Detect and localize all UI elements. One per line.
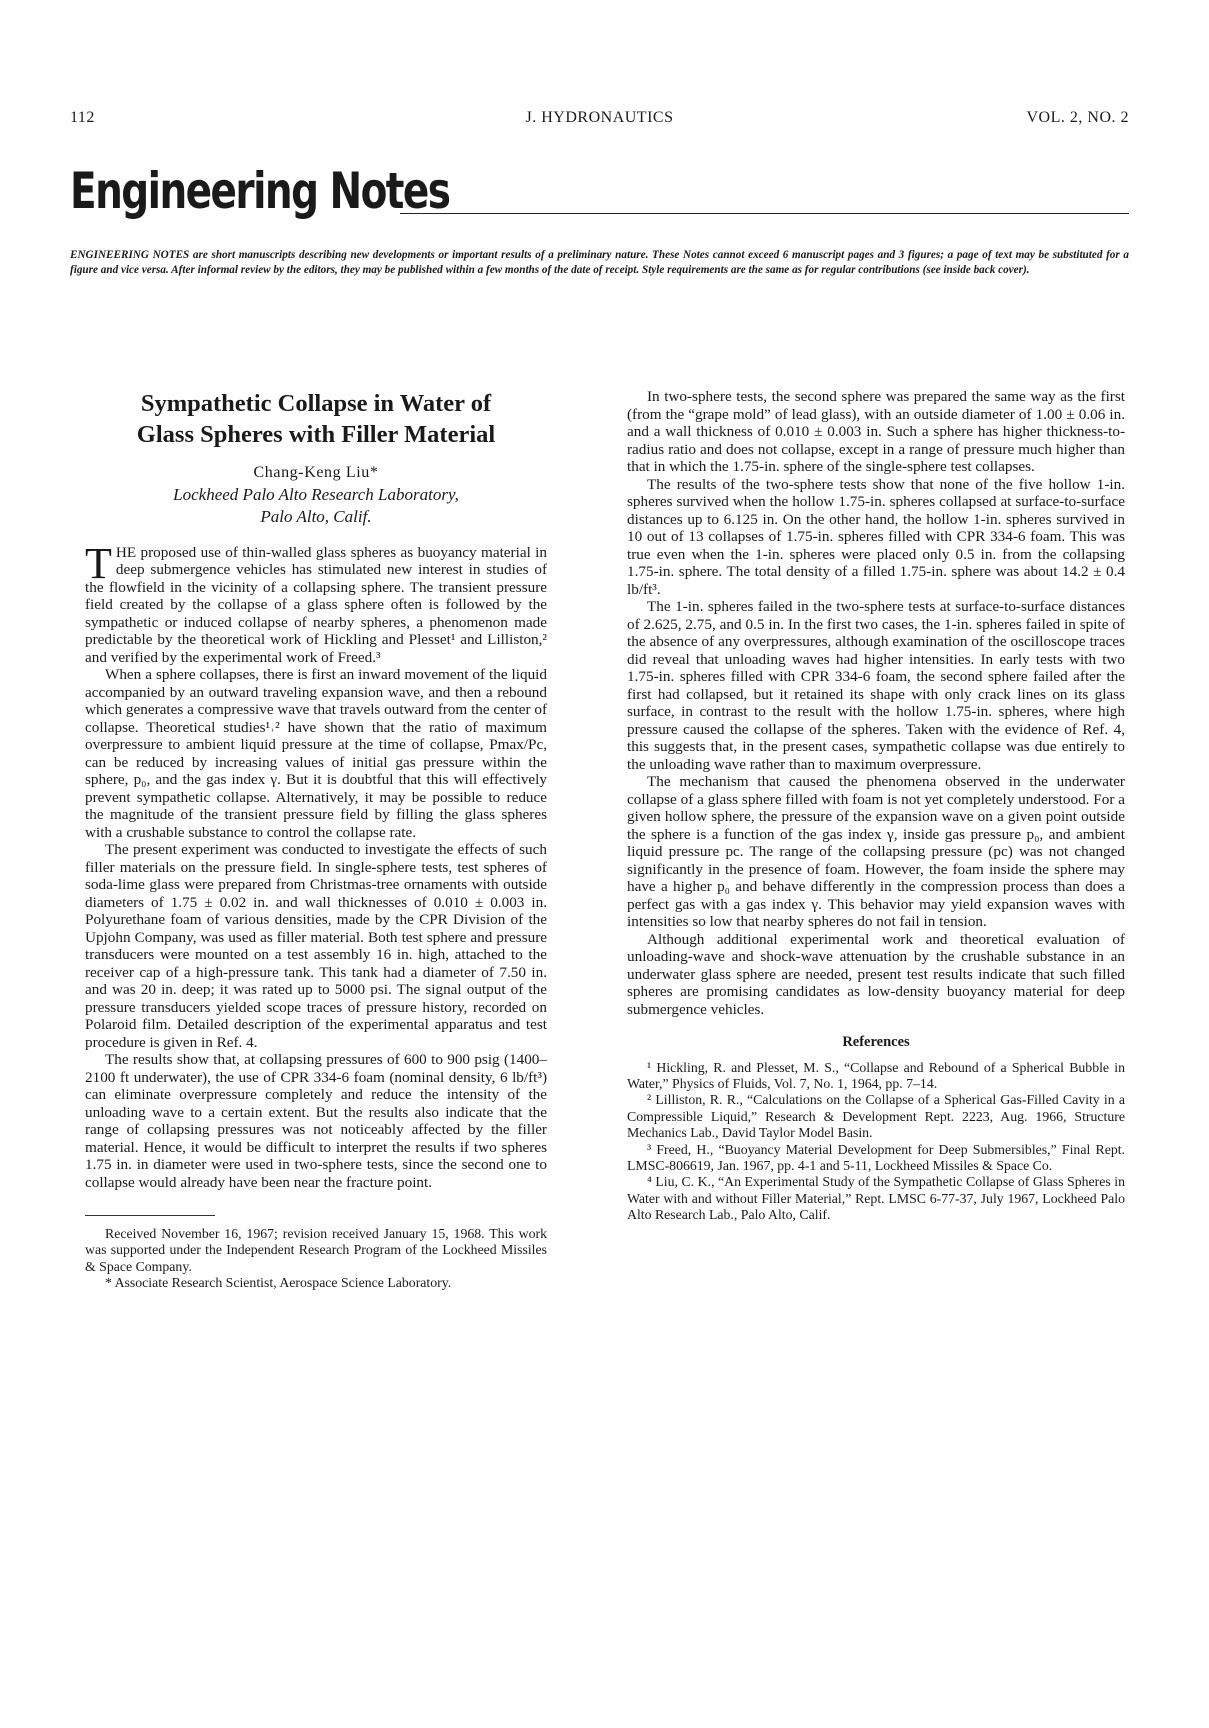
footnote-rule [85, 1215, 215, 1216]
article-title-line-2: Glass Spheres with Filler Material [136, 421, 496, 448]
drop-cap: T [85, 538, 112, 588]
footnote-author: * Associate Research Scientist, Aerospace Science Laboratory. [105, 1275, 452, 1291]
paragraph-8: The mechanism that caused the phenomena observed in the underwater collapse of a glass sphere filled with foam is not yet completely understood. For a given hollow sphere, the pressure of the expansion wave on a given point outside the sphere is a function of the gas index γ, inside gas pressure p₀, and ambient liquid pressure pc. The range of the collapsing pressure (pc) was not changed significantly in the presence of foam. However, the foam inside the sphere may have a higher p₀ and behave differently in the compression process than does a perfect gas with a gas index γ. This behavior may yield expansion waves with intensities so low that nearby spheres do not fail in tension. [627, 773, 1125, 930]
section-intro: ENGINEERING NOTES are short manuscripts describing new developments or important results of a preliminary nature. These Notes cannot exceed 6 manuscript pages and 3 figures; a page of text may be substituted for a figure and vice versa. After informal review by the editors, they may be published within a few months of the date of receipt. Style requirements are the same as for regular contributions (see inside back cover). [70, 249, 1129, 276]
paragraph-7: The 1-in. spheres failed in the two-sphere tests at surface-to-surface distances of 2.625, 2.75, and 0.5 in. In the first two cases, the 1-in. spheres failed in spite of the absence of any overpressures, although examination of the oscilloscope traces did reveal that unloading waves had higher intensities. In early tests with two 1.75-in. spheres filled with CPR 334-6 foam, the second sphere failed after the first had collapsed, but it retained its shape with only crack lines on its glass surface, in contrast to the result with the hollow 1.75-in. spheres, where high pressure caused the collapse of the spheres. Taken with the evidence of Ref. 4, this suggests that, in the present cases, sympathetic collapse was due entirely to the unloading wave rather than to maximum overpressure. [627, 598, 1125, 773]
paragraph-1-text: HE proposed use of thin-walled glass spheres as buoyancy material in deep submergence vehicles has stimulated new interest in studies of the flowfield in the vicinity of a collapsing sphere. The transient pressure field created by the collapse of a glass sphere often is followed by the sympathetic or induced collapse of nearby spheres, a phenomenon made predictable by the theoretical work of Hickling and Plesset¹ and Lilliston,² and verified by the experimental work of Freed.³ [85, 543, 547, 666]
affiliation-line-2: Palo Alto, Calif. [260, 506, 372, 526]
paragraph-2: When a sphere collapses, there is first an inward movement of the liquid accompanied by an outward traveling expansion wave, and then a rebound which generates a compressive wave that travels outward from the center of collapse. Theoretical studies¹˒² have shown that the ratio of maximum overpressure to ambient liquid pressure at the time of collapse, Pmax/Pc, can be reduced by increasing values of initial gas pressure within the sphere, p₀, and the gas index γ. But it is doubtful that this will effectively prevent sympathetic collapse. Alternatively, it may be possible to reduce the magnitude of the transient pressure field by filling the glass spheres with a crushable substance to control the collapse rate. [85, 666, 547, 841]
reference-4: ⁴ Liu, C. K., “An Experimental Study of the Sympathetic Collapse of Glass Spheres in Water with and without Filler Material,” Rept. LMSC 6-77-37, July 1967, Lockheed Palo Alto Research Lab., Palo Alto, Calif. [627, 1174, 1125, 1223]
section-rule [400, 213, 1129, 214]
reference-3: ³ Freed, H., “Buoyancy Material Development for Deep Submersibles,” Final Rept. LMSC-806619, Jan. 1967, pp. 4-1 and 5-11, Lockheed Missiles & Space Co. [627, 1141, 1125, 1173]
affiliation [85, 484, 547, 528]
paragraph-5: In two-sphere tests, the second sphere was prepared the same way as the first (from the “grape mold” of lead glass), with an outside diameter of 1.00 ± 0.06 in. and a wall thickness of 0.010 ± 0.003 in. Such a sphere has higher thickness-to-radius ratio and does not collapse, except in a range of pressure much higher than that in which the 1.75-in. sphere of the single-sphere test collapses. [627, 388, 1125, 475]
right-column [627, 388, 1125, 1224]
article-title-line-1: Sympathetic Collapse in Water of [140, 390, 492, 417]
paragraph-4: The results show that, at collapsing pressures of 600 to 900 psig (1400–2100 ft underwater), the use of CPR 334-6 foam (nominal density, 6 lb/ft³) can eliminate overpressure completely and reduce the intensity of the unloading wave to a certain extent. But the results also indicate that the range of collapsing pressures was not noticeably affected by the filler material. Hence, it would be difficult to interpret the results if two spheres 1.75 in. in diameter were used in two-sphere tests, since the second one to collapse would already have been near the fracture point. [85, 1051, 547, 1191]
article-title [85, 388, 547, 450]
paragraph-3: The present experiment was conducted to investigate the effects of such filler materials on the pressure field. In single-sphere tests, test spheres of soda-lime glass were prepared from Christmas-tree ornaments with outside diameters of 1.75 ± 0.02 in. and wall thicknesses of 0.010 ± 0.003 in. Polyurethane foam of various densities, made by the CPR Division of the Upjohn Company, was used as filler material. Both test sphere and pressure transducers were mounted on a test assembly 16 in. high, attached to the receiver cap of a high-pressure tank. This tank had a diameter of 7.50 in. and was 20 in. deep; it was rated up to 5000 psi. The signal output of the pressure transducers yielded scope traces of pressure history, recorded on Polaroid film. Detailed description of the experimental apparatus and test procedure is given in Ref. 4. [85, 841, 547, 1051]
reference-1: ¹ Hickling, R. and Plesset, M. S., “Collapse and Rebound of a Spherical Bubble in Water,” Physics of Fluids, Vol. 7, No. 1, 1964, pp. 7–14. [627, 1059, 1125, 1091]
author: Chang-Keng Liu* [253, 464, 379, 481]
left-column [85, 388, 547, 1292]
paragraph-9: Although additional experimental work and theoretical evaluation of unloading-wave and shock-wave attenuation by the crushable substance in an underwater glass sphere are needed, present test results indicate that such filled spheres are promising candidates as low-density buoyancy material for deep submergence vehicles. [627, 930, 1125, 1018]
paragraph-6: The results of the two-sphere tests show that none of the five hollow 1-in. spheres survived when the hollow 1.75-in. spheres collapsed at surface-to-surface distances up to 6.125 in. On the other hand, the hollow 1-in. spheres survived in 10 out of 13 collapses of 1.75-in. spheres filled with CPR 334-6 foam. This was true even when the 1-in. spheres were placed only 0.5 in. from the collapsing 1.75-in. sphere. The total density of a filled 1.75-in. sphere was about 14.2 ± 0.4 lb/ft³. [627, 475, 1125, 598]
references-heading: References [842, 1034, 910, 1050]
affiliation-line-1: Lockheed Palo Alto Research Laboratory, [173, 484, 459, 504]
section-title: Engineering Notes [70, 162, 450, 220]
running-header [70, 109, 1129, 131]
volume-issue: VOL. 2, NO. 2 [1026, 109, 1129, 126]
reference-2: ² Lilliston, R. R., “Calculations on the Collapse of a Spherical Gas-Filled Cavity in a Compressible Liquid,” Research & Development Rept. 2223, Aug. 1966, Structure Mechanics Lab., David Taylor Model Basin. [627, 1092, 1125, 1141]
paragraph-1 [85, 538, 547, 667]
footnote-received: Received November 16, 1967; revision received January 15, 1968. This work was supported under the Independent Research Program of the Lockheed Missiles & Space Company. [85, 1226, 547, 1274]
section-heading [70, 160, 1129, 220]
journal-name: J. HYDRONAUTICS [525, 109, 674, 126]
page-number: 112 [70, 109, 95, 126]
